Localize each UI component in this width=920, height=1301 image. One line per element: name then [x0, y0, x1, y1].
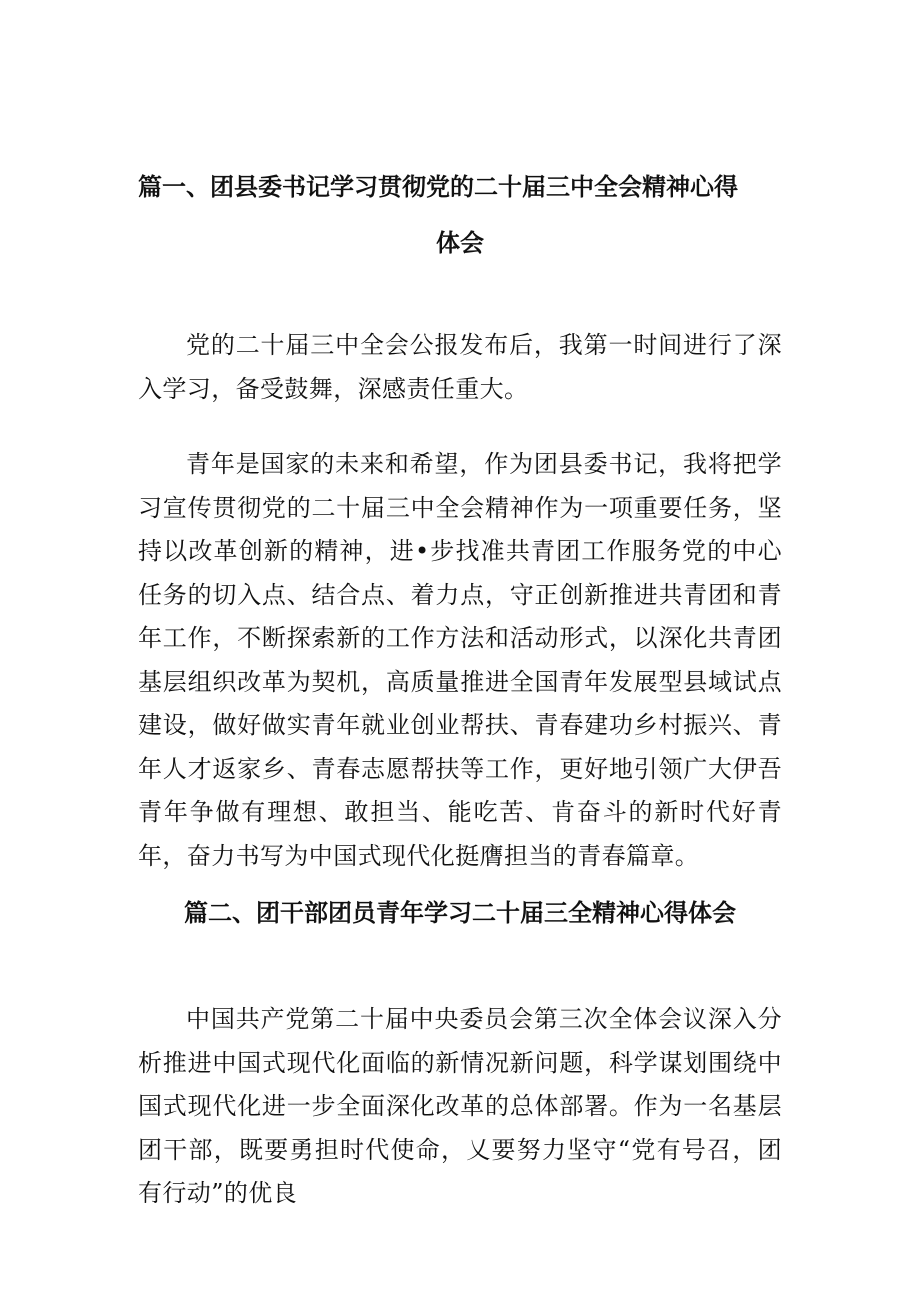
section-1-paragraph-1: 党的二十届三中全会公报发布后，我第一时间进行了深入学习，备受鼓舞，深感责任重大。	[138, 331, 782, 403]
section-2-heading: 篇二、团干部团员青年学习二十届三全精神心得体会	[184, 899, 736, 927]
section-1-heading: 篇一、团县委书记学习贯彻党的二十届三中全会精神心得	[138, 173, 738, 201]
section-1-paragraph-2: 青年是国家的未来和希望，作为团县委书记，我将把学习宣传贯彻党的二十届三中全会精神作为一项重要任务，坚持以改革创新的精神，进•步找准共青团工作服务党的中心任务的切入点、结合点、着力点，守正创新推进共青团和青年工作，不断探索新的工作方法和活动形式，以深化共青团基层组织改革为契机，高质量推进全国青年发展型县域试点建设，做好做实青年就业创业帮扶、青春建功乡村振兴、青年人才返家乡、青春志愿帮扶等工作，更好地引领广大伊吾青年争做有理想、敢担当、能吃苦、肯奋斗的新时代好青年，奋力书写为中国式现代化挺膺担当的青春篇章。	[138, 450, 782, 870]
section-2-paragraph-1: 中国共产党第二十届中央委员会第三次全体会议深入分析推进中国式现代化面临的新情况新问题，科学谋划围绕中国式现代化进一步全面深化改革的总体部署。作为一名基层团干部，既要勇担时代使命，乂要努力坚守“党有号召，团有行动”的优良	[138, 1005, 782, 1207]
section-1-heading-continued: 体会	[436, 229, 484, 257]
